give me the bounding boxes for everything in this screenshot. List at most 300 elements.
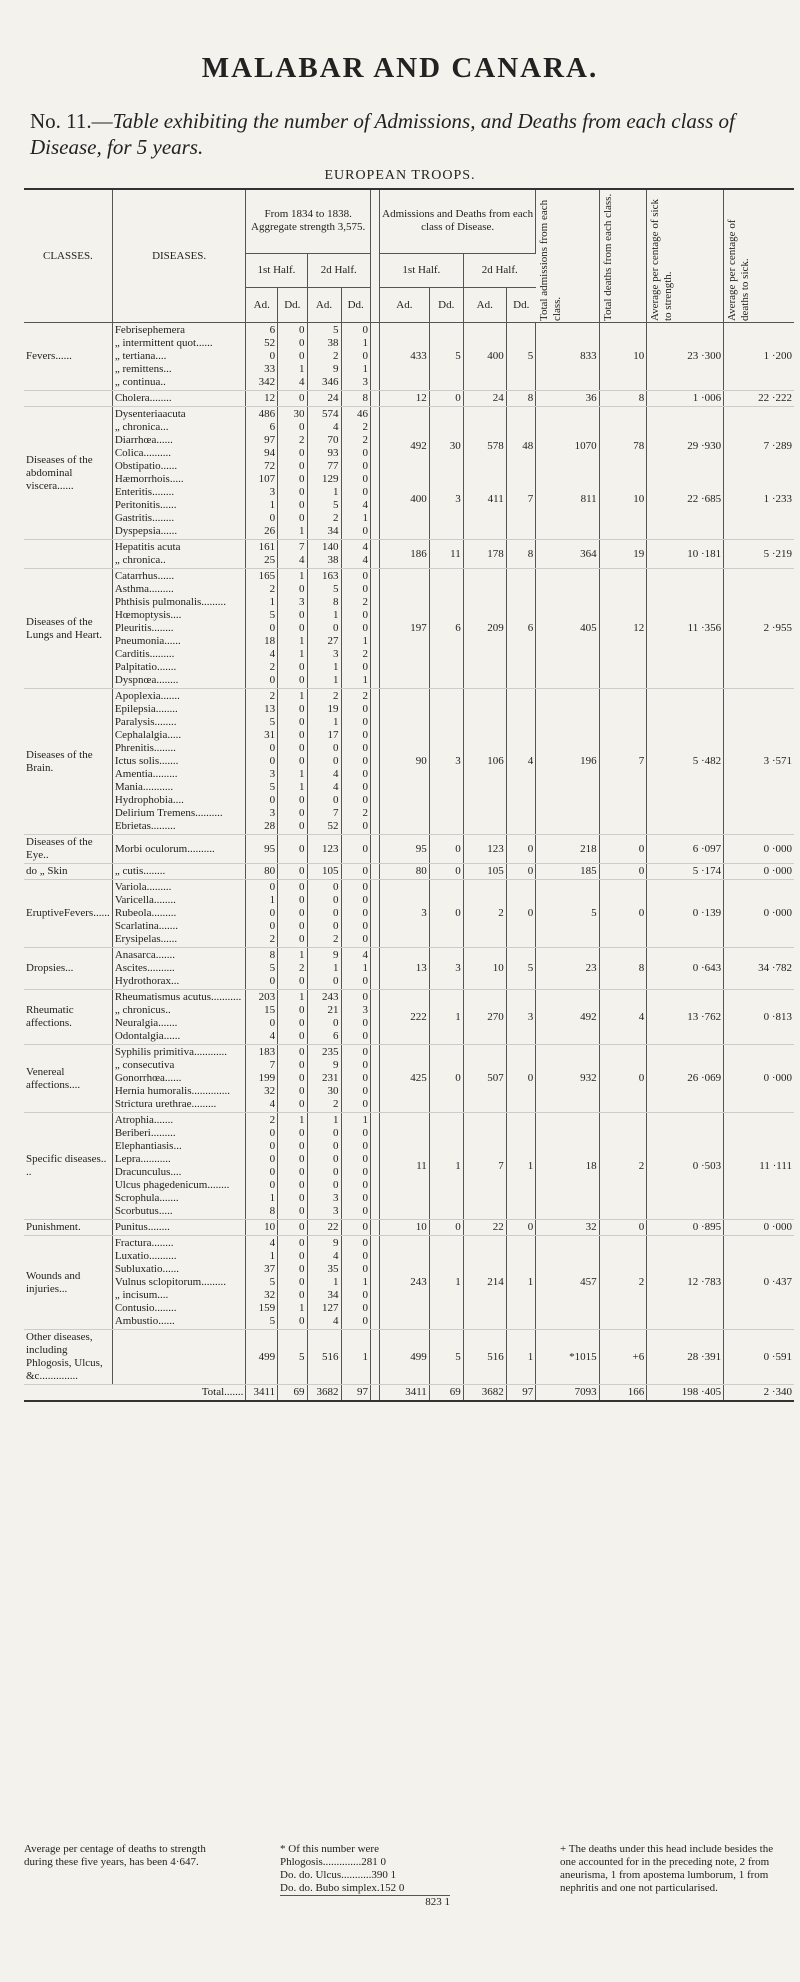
class-h1-deaths: [429, 990, 463, 1045]
class-h2-admissions-value: 178: [487, 547, 504, 560]
disease-name: Odontalgia......: [114, 1030, 181, 1042]
h2-deaths-value: 0: [362, 1140, 368, 1152]
class-h1-deaths-value: 6: [455, 622, 461, 634]
avg-deaths-pct-value: 0 ·000: [763, 1072, 792, 1084]
avg-deaths-pct: [724, 391, 794, 407]
h1-admissions-value: 28: [264, 820, 276, 832]
h1-admissions-value: 32: [264, 1289, 276, 1301]
h1-deaths-value: 0: [299, 622, 305, 634]
h1-admissions-value: 6: [269, 421, 276, 433]
h1-admissions-value: 0: [269, 1179, 276, 1191]
h1-admissions-value: 94: [264, 447, 276, 459]
h1-admissions: [246, 323, 278, 391]
h2-deaths-value: 2: [362, 421, 368, 433]
class-h2-admissions: [463, 990, 506, 1045]
ad-header: Ad.: [307, 288, 341, 323]
h1-deaths-value: 0: [299, 674, 305, 686]
disease-name: Vulnus sclopitorum.........: [114, 1276, 226, 1288]
class-h1-admissions-value: 11: [416, 1159, 427, 1172]
avg-deaths-pct-value: 2 ·955: [763, 622, 792, 634]
total-adm-header: [536, 189, 599, 323]
class-h1-admissions-value: 492: [410, 440, 427, 452]
class-h1-deaths-value: 1: [455, 1010, 461, 1023]
disease-name: „ tertiana....: [114, 350, 167, 362]
h2-admissions-value: 2: [333, 350, 339, 362]
h2-deaths-value: 0: [362, 486, 368, 498]
avg-deaths-pct-value: 11 ·111: [759, 1159, 792, 1172]
avg-deaths-pct-value: 3 ·571: [763, 755, 792, 767]
h2-deaths-value: 0: [362, 1179, 368, 1191]
class-h1-admissions-value: 13: [415, 962, 427, 974]
avg-deaths-pct: [724, 1113, 794, 1220]
h2-deaths: [341, 948, 370, 990]
avg-sick-header: [647, 189, 724, 323]
h2-admissions-value: 38: [327, 554, 339, 566]
ad-header: Ad.: [379, 288, 429, 323]
class-h1-admissions: [379, 835, 429, 864]
h2-admissions-value: 3: [333, 1192, 339, 1204]
h2-deaths-value: 0: [362, 768, 368, 780]
brace-gap: [370, 835, 379, 864]
h1-admissions-value: 4: [269, 1237, 276, 1249]
avg-sick-pct-value: 5 ·174: [692, 865, 722, 877]
h2-admissions-value: 0: [333, 742, 339, 754]
h2-deaths-value: 0: [362, 1098, 368, 1110]
h2-admissions: [307, 880, 341, 948]
h2-admissions-value: 1: [333, 1114, 339, 1126]
table-row: [24, 1220, 794, 1236]
h2-admissions-value: 22: [327, 1221, 339, 1233]
class-h2-admissions: [463, 1045, 506, 1113]
disease-name: Ictus solis.......: [114, 755, 179, 767]
h1-deaths-value: 0: [299, 703, 305, 715]
avg-sick-label: Average per centage of sick to strength.: [649, 199, 675, 321]
class-h1-admissions: [379, 391, 429, 407]
h1-deaths-value: 2: [299, 962, 305, 974]
brace-gap: [370, 1385, 379, 1402]
spacer: [382, 453, 427, 493]
total-c2dd: [506, 1385, 535, 1402]
h1-deaths-value: 0: [299, 807, 305, 819]
classes-header: CLASSES.: [24, 189, 112, 323]
total-deaths-value: 4: [638, 1010, 645, 1023]
table-row: [24, 1113, 794, 1220]
h2-admissions: [307, 689, 341, 835]
disease-name: Elephantiasis...: [114, 1140, 182, 1152]
dd-header: Dd.: [278, 288, 307, 323]
h2-admissions-value: 1: [333, 716, 339, 728]
h2-deaths-value: 0: [362, 324, 368, 336]
class-h2-deaths-value: 0: [527, 865, 534, 877]
h2-deaths-value: 0: [362, 716, 368, 728]
disease-name: Febrisephemera: [114, 324, 186, 336]
total-admissions: [536, 1220, 599, 1236]
h2-admissions-value: 140: [322, 541, 339, 553]
class-h1-admissions-value: 80: [415, 865, 427, 877]
h1-admissions-value: 5: [269, 962, 276, 974]
h1-admissions-value: 5: [269, 716, 276, 728]
h2-deaths-value: 0: [362, 570, 368, 582]
total-admissions-value: 1070: [574, 440, 597, 452]
class-h2-admissions-value: 400: [487, 350, 504, 362]
total-c1ad: [379, 1385, 429, 1402]
total-deaths-value: 12: [633, 622, 645, 634]
h2-admissions-value: 0: [333, 622, 339, 634]
avg-sick-pct: [647, 407, 724, 540]
total-deaths: [599, 948, 647, 990]
class-h1-deaths: [429, 407, 463, 540]
h1-admissions-value: 2: [269, 1114, 276, 1126]
h1-deaths: [278, 323, 307, 391]
class-label: Diseases of the Lungs and Heart.: [24, 569, 112, 689]
total-admissions-value: 932: [580, 1072, 597, 1084]
disease-name: Punitus........: [114, 1221, 170, 1233]
h1-admissions-value: 72: [264, 460, 276, 472]
h1-admissions-value: 97: [264, 434, 276, 446]
avg-deaths-pct-value: 7 ·289: [763, 440, 792, 452]
total-admissions: [536, 1045, 599, 1113]
brace-gap: [370, 689, 379, 835]
disease-name: „ chronica..: [114, 554, 166, 566]
disease-list: [112, 1330, 246, 1385]
h1-deaths-value: 0: [299, 842, 305, 855]
table-row: [24, 391, 794, 407]
disease-name: Scorbutus.....: [114, 1205, 173, 1217]
h2-admissions-value: 19: [327, 703, 339, 715]
h1-admissions-value: 0: [269, 907, 276, 919]
disease-name: Dyspnœa........: [114, 674, 179, 686]
h1-deaths: [278, 540, 307, 569]
h1-deaths: [278, 689, 307, 835]
total-admissions-value: 218: [580, 842, 597, 855]
h1-admissions-value: 95: [264, 842, 276, 855]
avg-deaths-pct: [724, 864, 794, 880]
table-row: [24, 407, 794, 540]
class-h1-admissions: [379, 864, 429, 880]
class-label: Wounds and injuries...: [24, 1236, 112, 1330]
h1-admissions-value: 5: [269, 1276, 276, 1288]
total-deaths: [599, 540, 647, 569]
h1-admissions-value: 0: [269, 622, 276, 634]
h1-admissions-value: 4: [269, 1098, 276, 1110]
class-h2-deaths: [506, 407, 535, 540]
brace-gap: [370, 1330, 379, 1385]
h1-admissions-value: 18: [264, 635, 276, 647]
total-as: [647, 1385, 724, 1402]
avg-sick-pct-value: 26 ·069: [687, 1072, 722, 1084]
h2-admissions-value: 6: [333, 1030, 339, 1042]
h1-admissions-value: 2: [269, 661, 276, 673]
h2-deaths: [341, 990, 370, 1045]
disease-name: Scarlatina.......: [114, 920, 179, 932]
h2-deaths-value: 0: [362, 794, 368, 806]
h2-admissions-value: 8: [333, 596, 339, 608]
class-h2-deaths: [506, 540, 535, 569]
h2-deaths: [341, 540, 370, 569]
h1-admissions: [246, 835, 278, 864]
class-h2-admissions: [463, 1113, 506, 1220]
h2-deaths-value: 2: [362, 596, 368, 608]
class-h1-admissions: [379, 1045, 429, 1113]
footer-deaths-note: + The deaths under this head include besides the one accounted for in the preceding note, 2 from aneurisma, 1 from apostema lumborum, 1 from nephritis and one not particularised.: [560, 1843, 774, 1894]
total-admissions: [536, 948, 599, 990]
h1-admissions: [246, 990, 278, 1045]
total-admissions-value: 811: [580, 493, 597, 505]
h1-deaths-value: 4: [299, 554, 305, 566]
h1-deaths-value: 0: [299, 1127, 305, 1139]
disease-name: Rubeola.........: [114, 907, 177, 919]
class-h1-admissions-value: 12: [415, 392, 427, 404]
avg-deaths-pct: [724, 880, 794, 948]
disease-name: „ chronica...: [114, 421, 169, 433]
disease-name: Carditis.........: [114, 648, 175, 660]
class-label: Dropsies...: [24, 948, 112, 990]
h1-deaths-value: 0: [299, 499, 305, 511]
h2-deaths-value: 1: [362, 512, 368, 524]
half1-header: 1st Half.: [246, 253, 307, 288]
class-h2-deaths: [506, 689, 535, 835]
h1-admissions: [246, 1113, 278, 1220]
h2-deaths-value: 0: [362, 881, 368, 893]
total-h1ad: [246, 1385, 278, 1402]
period-label: From 1834 to 1838.: [264, 208, 352, 221]
h2-admissions-value: 123: [322, 842, 339, 855]
h1-admissions-value: 2: [269, 933, 276, 945]
h2-admissions-value: 516: [322, 1350, 339, 1363]
total-deaths-value: 0: [638, 1072, 645, 1084]
h1-deaths: [278, 407, 307, 540]
h2-admissions: [307, 948, 341, 990]
total-deaths-header: [599, 189, 647, 323]
table-row: [24, 689, 794, 835]
h2-deaths-value: 0: [362, 1192, 368, 1204]
dd-header: Dd.: [429, 288, 463, 323]
h2-deaths: [341, 1330, 370, 1385]
class-h2-admissions-value: 578: [487, 440, 504, 452]
h2-admissions-value: 1: [333, 674, 339, 686]
breakdown-title: * Of this number were: [280, 1843, 379, 1855]
disease-name: Luxatio..........: [114, 1250, 177, 1262]
total-admissions-value: *1015: [569, 1350, 597, 1363]
h1-admissions-value: 5: [269, 781, 276, 793]
total-admissions: [536, 835, 599, 864]
h2-deaths-value: 0: [362, 583, 368, 595]
class-h1-admissions-value: 3: [421, 907, 427, 919]
avg-deaths-pct-value: 0 ·000: [763, 842, 792, 855]
h1-admissions-value: 1: [269, 1250, 276, 1262]
total-deaths-label: Total deaths from each class.: [601, 193, 614, 321]
dd-header: Dd.: [341, 288, 370, 323]
total-admissions-value: 32: [585, 1221, 597, 1233]
h2-deaths-value: 0: [362, 1153, 368, 1165]
h2-admissions-value: 0: [333, 1140, 339, 1152]
h1-deaths-value: 0: [299, 1072, 305, 1084]
total-deaths-value: 0: [638, 865, 645, 877]
h1-deaths-value: 0: [299, 486, 305, 498]
class-h1-admissions-value: 499: [410, 1350, 427, 1363]
ad-header: Ad.: [246, 288, 278, 323]
h2-deaths-value: 4: [362, 949, 368, 961]
h2-admissions: [307, 407, 341, 540]
total-deaths: [599, 864, 647, 880]
total-admissions: [536, 1330, 599, 1385]
class-h2-deaths: [506, 948, 535, 990]
avg-sick-pct-value: 0 ·503: [692, 1159, 722, 1172]
class-h2-admissions: [463, 540, 506, 569]
disease-list: [112, 990, 246, 1045]
h2-deaths-value: 4: [362, 499, 368, 511]
h1-deaths-value: 1: [299, 363, 305, 375]
h1-admissions-value: 8: [269, 1205, 276, 1217]
class-h2-deaths-value: 8: [527, 392, 534, 404]
disease-name: Scrophula.......: [114, 1192, 179, 1204]
h1-admissions-value: 10: [264, 1221, 276, 1233]
class-h2-deaths: [506, 1330, 535, 1385]
h1-deaths-value: 0: [299, 583, 305, 595]
class-h2-deaths-value: 3: [527, 1010, 534, 1023]
h2-admissions-value: 0: [333, 1017, 339, 1029]
disease-name: Obstipatio......: [114, 460, 178, 472]
h2-deaths-value: 0: [362, 460, 368, 472]
class-h2-deaths: [506, 1045, 535, 1113]
h1-admissions-value: 7: [269, 1059, 276, 1071]
class-h2-deaths-value: 0: [527, 842, 534, 855]
h2-deaths-value: 0: [362, 1263, 368, 1275]
disease-name: Palpitatio.......: [114, 661, 177, 673]
avg-sick-pct: [647, 689, 724, 835]
avg-deaths-pct: [724, 689, 794, 835]
class-h2-admissions: [463, 864, 506, 880]
breakdown-line: Do. do. Bubo simplex.152 0: [280, 1882, 405, 1894]
disease-name: Morbi oculorum..........: [114, 842, 215, 855]
class-h1-deaths-value: 11: [450, 547, 461, 560]
total-deaths-value: 8: [638, 962, 645, 974]
disease-list: [112, 835, 246, 864]
h1-deaths-value: 0: [299, 1098, 305, 1110]
total-admissions: [536, 864, 599, 880]
class-h1-deaths: [429, 1113, 463, 1220]
avg-sick-pct-value: 11 ·356: [687, 622, 722, 634]
class-h1-deaths-value: 30: [449, 440, 461, 452]
total-c1dd-value: 69: [449, 1386, 461, 1398]
total-label: Total.......: [24, 1385, 246, 1402]
h1-admissions-value: 5: [269, 609, 276, 621]
h2-deaths: [341, 569, 370, 689]
disease-name: Cholera........: [114, 392, 172, 404]
h2-admissions-value: 346: [322, 376, 339, 388]
table-row: [24, 880, 794, 948]
h1-admissions: [246, 689, 278, 835]
h1-deaths-value: 0: [299, 729, 305, 741]
class-h1-deaths-value: 0: [455, 842, 461, 855]
table-caption: [30, 108, 770, 160]
h2-admissions-value: 5: [333, 499, 339, 511]
h1-admissions-value: 0: [269, 794, 276, 806]
disease-name: Hydrothorax...: [114, 975, 180, 987]
avg-deaths-pct: [724, 540, 794, 569]
h2-admissions-value: 52: [327, 820, 339, 832]
h2-admissions-value: 70: [327, 434, 339, 446]
h1-admissions-value: 2: [269, 690, 276, 702]
h1-deaths-value: 0: [299, 1263, 305, 1275]
page-title: MALABAR AND CANARA.: [201, 52, 599, 84]
h2-admissions-value: 129: [322, 473, 339, 485]
h1-deaths-value: 7: [299, 541, 305, 553]
h2-admissions: [307, 1330, 341, 1385]
total-deaths-value: 2: [638, 1159, 645, 1172]
h2-admissions-value: 17: [327, 729, 339, 741]
h1-admissions-value: 2: [269, 583, 276, 595]
total-deaths-value: 10: [633, 493, 645, 505]
disease-name: Lepra...........: [114, 1153, 171, 1165]
h1-admissions-value: 486: [258, 408, 276, 420]
class-h2-deaths: [506, 1236, 535, 1330]
class-h1-deaths-value: 0: [455, 907, 461, 919]
table-description: Table exhibiting the number of Admissions, and Deaths from each class of Disease, for 5 years.: [30, 109, 735, 159]
class-h1-deaths-value: 5: [455, 350, 461, 362]
disease-list: [112, 864, 246, 880]
avg-deaths-pct-value: 22 ·222: [758, 392, 792, 404]
h2-deaths-value: 0: [362, 1085, 368, 1097]
total-admissions-value: 457: [580, 1276, 597, 1288]
avg-deaths-pct: [724, 1045, 794, 1113]
class-h2-admissions: [463, 1330, 506, 1385]
h2-admissions-value: 5: [333, 324, 339, 336]
h1-deaths-value: 0: [299, 820, 305, 832]
h2-deaths-value: 1: [362, 1276, 368, 1288]
disease-name: Ascites..........: [114, 962, 175, 974]
total-admissions-value: 364: [580, 547, 597, 560]
h2-admissions-value: 93: [327, 447, 339, 459]
h1-deaths-value: 1: [299, 1302, 305, 1314]
disease-name: Strictura urethrae.........: [114, 1098, 217, 1110]
avg-sick-pct-value: 5 ·482: [692, 755, 722, 767]
h2-deaths-value: 0: [362, 742, 368, 754]
disease-name: Hydrophobia....: [114, 794, 184, 806]
total-c2ad: [463, 1385, 506, 1402]
class-label: Other diseases, including Phlogosis, Ulcus, &c..............: [24, 1330, 112, 1385]
h1-deaths-value: 0: [299, 1030, 305, 1042]
disease-name: Neuralgia.......: [114, 1017, 178, 1029]
h1-deaths-value: 2: [299, 434, 305, 446]
class-h2-deaths: [506, 391, 535, 407]
h2-deaths-value: 0: [362, 473, 368, 485]
disease-name: „ continua..: [114, 376, 166, 388]
class-h1-deaths: [429, 1236, 463, 1330]
h2-deaths-value: 0: [362, 933, 368, 945]
avg-deaths-pct: [724, 323, 794, 391]
admissions-header: Admissions and Deaths from each class of Disease.: [379, 189, 535, 253]
disease-name: „ consecutiva: [114, 1059, 175, 1071]
brace-gap: [370, 1113, 379, 1220]
h2-deaths-value: 1: [362, 1114, 368, 1126]
class-h2-admissions: [463, 407, 506, 540]
brace-gap: [370, 864, 379, 880]
total-h1dd: [278, 1385, 307, 1402]
disease-name: Phrenitis........: [114, 742, 176, 754]
total-deaths: [599, 1220, 647, 1236]
h1-admissions-value: 8: [269, 949, 276, 961]
total-ad: [724, 1385, 794, 1402]
class-h2-admissions: [463, 1220, 506, 1236]
h2-deaths: [341, 1045, 370, 1113]
h2-admissions-value: 1: [333, 486, 339, 498]
h2-admissions-value: 0: [333, 794, 339, 806]
h2-deaths-value: 1: [362, 635, 368, 647]
total-h2ad: [307, 1385, 341, 1402]
class-h1-admissions: [379, 323, 429, 391]
disease-name: Dracunculus....: [114, 1166, 182, 1178]
